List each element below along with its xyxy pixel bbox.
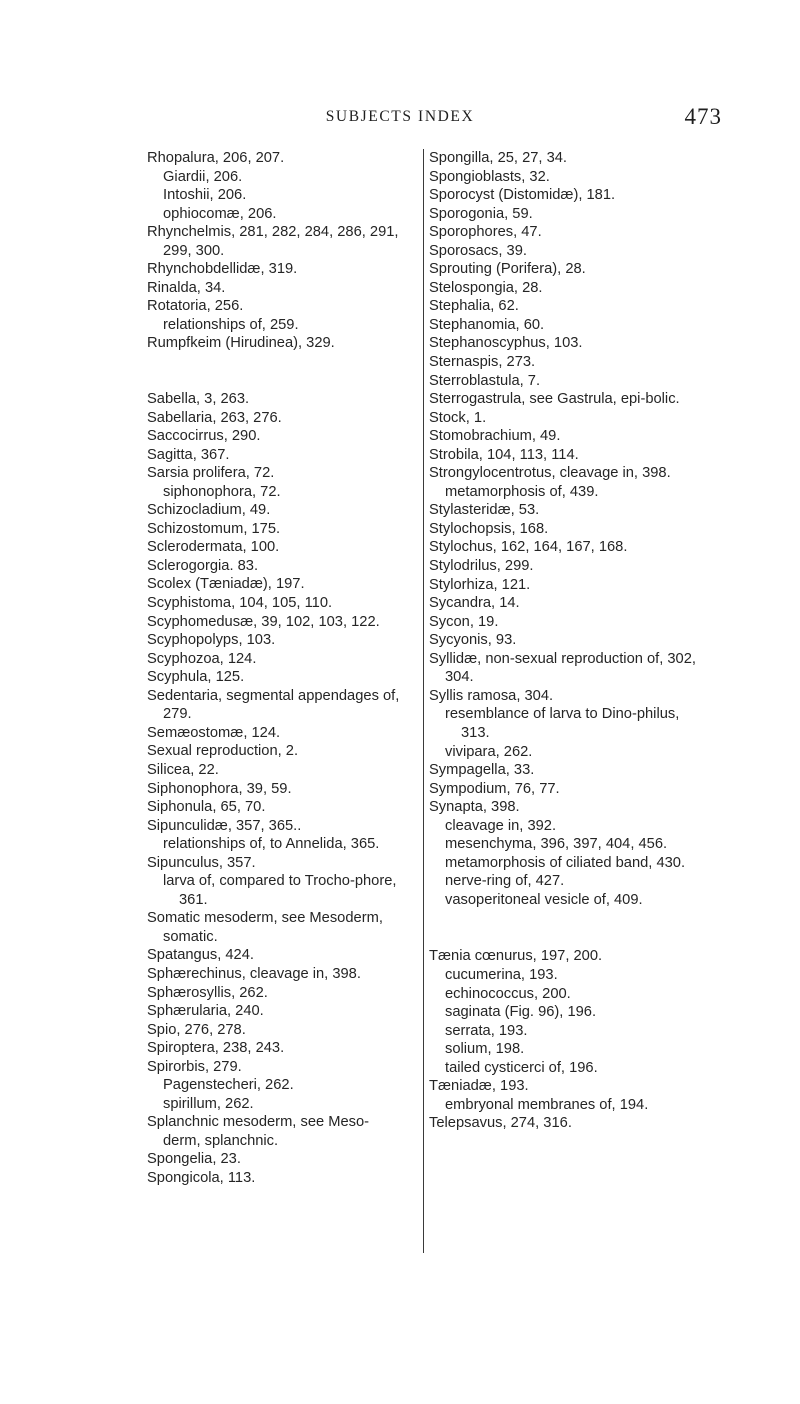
index-entry: Rinalda, 34. [147,279,226,296]
index-subentry: embryonal membranes of, 194. [445,1096,649,1113]
index-entry: Spiroptera, 238, 243. [147,1040,285,1057]
index-entry: Spongelia, 23. [147,1151,241,1168]
index-subentry: relationships of, to Annelida, 365. [163,836,380,853]
index-subentry: metamorphosis of, 439. [445,483,599,500]
index-subentry: cucumerina, 193. [445,966,558,983]
index-entry: Rumpfkeim (Hirudinea), 329. [147,335,335,352]
index-subentry: siphonophora, 72. [163,483,281,500]
index-entry: Sphærosyllis, 262. [147,984,268,1001]
index-entry: Sagitta, 367. [147,446,230,463]
index-entry: Spatangus, 424. [147,947,254,964]
index-entry: Sternaspis, 273. [429,354,536,371]
index-subentry: Intoshii, 206. [163,187,247,204]
index-entry: Sclerogorgia. 83. [147,557,259,574]
index-entry: Schizostomum, 175. [147,520,281,537]
index-entry: Rhynchelmis, 281, 282, 284, 286, 291, 299, 300. [147,224,399,259]
index-entry: Scyphozoa, 124. [147,650,257,667]
left-index-column [147,149,403,1188]
index-entry: Splanchnic mesoderm, see Meso-derm, splanchnic. [147,1114,370,1149]
index-subentry: vivipara, 262. [445,743,533,760]
index-entry: Spongicola, 113. [147,1169,256,1186]
running-title: SUBJECTS INDEX [325,108,475,125]
running-head [0,104,800,134]
index-entry: Rhopalura, 206, 207. [147,150,285,166]
index-entry: Sporogonia, 59. [429,205,533,222]
index-entry: Telepsavus, 274, 316. [429,1115,572,1132]
index-entry: Stylodrilus, 299. [429,558,534,575]
index-entry: Sporocyst (Distomidæ), 181. [429,187,616,204]
right-index-column [423,149,699,1253]
index-subentry: nerve-ring of, 427. [445,873,565,890]
index-entry: Scyphula, 125. [147,669,245,686]
index-entry: Scyphomedusæ, 39, 102, 103, 122. [147,613,380,630]
index-entry: Sycon, 19. [429,613,499,630]
index-entry: Stylasteridæ, 53. [429,502,540,519]
index-entry: Sarsia prolifera, 72. [147,465,275,482]
index-subentry: resemblance of larva to Dino-philus, 313. [445,706,680,741]
index-subentry: serrata, 193. [445,1022,528,1039]
index-entry: Sprouting (Porifera), 28. [429,261,586,278]
index-subentry: Pagenstecheri, 262. [163,1077,294,1094]
index-entry: Stomobrachium, 49. [429,428,561,445]
index-entry: Sphærechinus, cleavage in, 398. [147,965,361,982]
index-entry: Sympagella, 33. [429,762,535,779]
index-entry: Siphonula, 65, 70. [147,799,266,816]
index-entry: Somatic mesoderm, see Mesoderm, somatic. [147,910,383,945]
index-entry: Sedentaria, segmental appendages of, 279. [147,687,400,723]
index-subentry: larva of, compared to Trocho-phore, 361. [163,873,397,908]
index-entry: Sporosacs, 39. [429,242,527,259]
index-entry: Spongilla, 25, 27, 34. [429,150,568,166]
index-entry: Spongioblasts, 32. [429,168,550,185]
index-entry: Schizocladium, 49. [147,502,271,519]
index-entry: Sympodium, 76, 77. [429,780,560,797]
index-entry: Sipunculus, 357. [147,854,256,871]
index-entry: Sterroblastula, 7. [429,372,541,389]
index-entry: Spio, 276, 278. [147,1021,246,1038]
index-entry: Sporophores, 47. [429,224,542,241]
index-entry: Siphonophora, 39, 59. [147,780,292,797]
index-subentry: Giardii, 206. [163,168,243,185]
index-entry: Tæniadæ, 193. [429,1078,529,1095]
index-subentry: tailed cysticerci of, 196. [445,1059,598,1076]
index-entry: Sabellaria, 263, 276. [147,409,282,426]
index-entry: Scyphopolyps, 103. [147,632,276,649]
index-entry: Rotatoria, 256. [147,298,244,315]
index-entry: Sycyonis, 93. [429,632,517,649]
index-entry: Synapta, 398. [429,799,520,816]
index-entry: Syllidæ, non-sexual reproduction of, 302, 304. [429,650,696,686]
index-entry: Sclerodermata, 100. [147,539,280,556]
index-entry: Stylochus, 162, 164, 167, 168. [429,539,628,556]
index-entry: Sphærularia, 240. [147,1003,264,1020]
index-subentry: relationships of, 259. [163,316,299,333]
index-subentry: solium, 198. [445,1041,525,1058]
index-entry: Sabella, 3, 263. [147,391,250,408]
index-entry: Spirorbis, 279. [147,1058,242,1075]
index-subentry: vasoperitoneal vesicle of, 409. [445,891,643,908]
index-subentry: mesenchyma, 396, 397, 404, 456. [445,836,668,853]
index-entry: Scyphistoma, 104, 105, 110. [147,595,333,612]
index-entry: Sexual reproduction, 2. [147,743,299,760]
page-number: 473 [684,104,722,129]
index-entry: Stylochopsis, 168. [429,520,549,537]
index-subentry: metamorphosis of ciliated band, 430. [445,854,686,871]
index-entry: Sycandra, 14. [429,595,520,612]
index-subentry: echinococcus, 200. [445,985,571,1002]
index-entry: Stelospongia, 28. [429,279,543,296]
index-subentry: saginata (Fig. 96), 196. [445,1004,597,1021]
index-entry: Stephanomia, 60. [429,316,545,333]
index-entry: Stephalia, 62. [429,298,519,315]
index-entry: Stylorhiza, 121. [429,576,531,593]
index-entry: Saccocirrus, 290. [147,428,261,445]
index-subentry: ophiocomæ, 206. [163,205,277,222]
index-entry: Silicea, 22. [147,761,219,778]
index-entry: Scolex (Tæniadæ), 197. [147,576,305,593]
index-subentry: cleavage in, 392. [445,817,557,834]
index-entry: Strobila, 104, 113, 114. [429,446,579,463]
index-entry: Tænia cœnurus, 197, 200. [429,948,603,965]
index-entry: Semæostomæ, 124. [147,724,281,741]
index-entry: Sipunculidæ, 357, 365.. [147,817,302,834]
index-entry: Stock, 1. [429,409,487,426]
index-entry: Syllis ramosa, 304. [429,687,554,704]
index-entry: Rhynchobdellidæ, 319. [147,261,298,278]
index-subentry: spirillum, 262. [163,1095,254,1112]
index-entry: Sterrogastrula, see Gastrula, epi-bolic. [429,391,680,408]
index-entry: Strongylocentrotus, cleavage in, 398. [429,465,671,482]
index-entry: Stephanoscyphus, 103. [429,335,583,352]
